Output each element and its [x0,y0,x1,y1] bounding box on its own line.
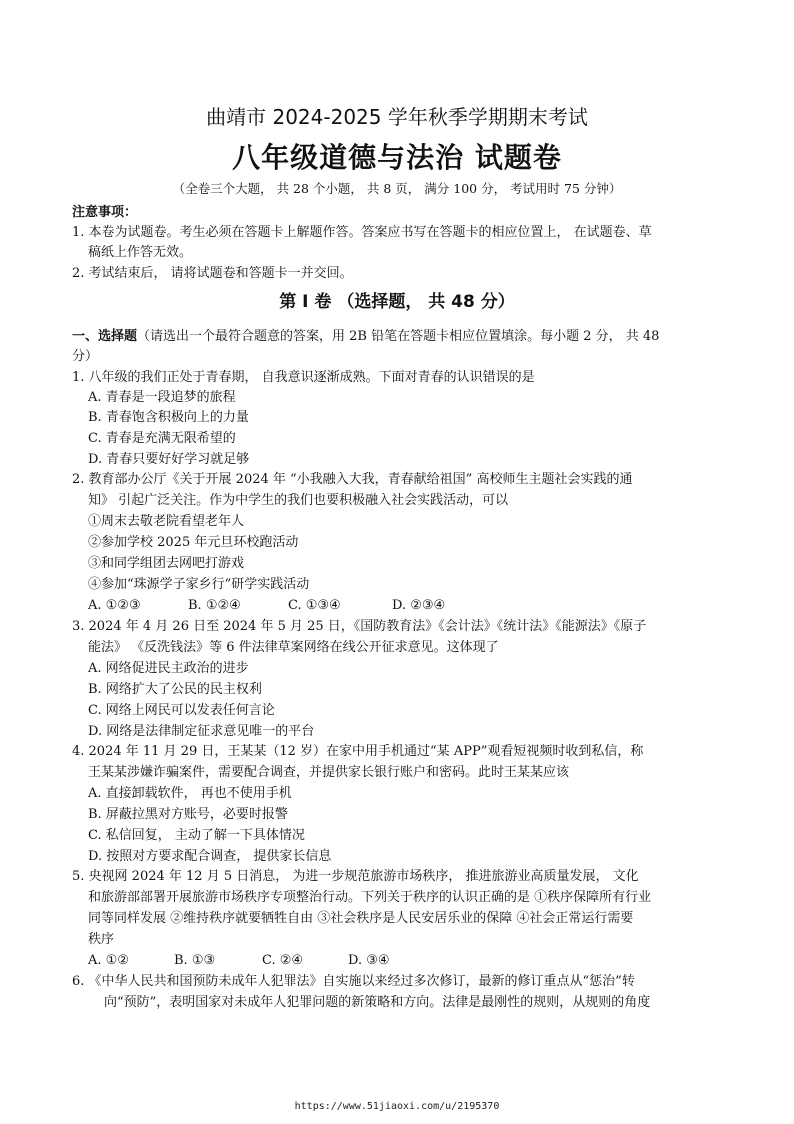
note-item-1-cont: 稿纸上作答无效。 [88,245,193,260]
question-3-option-d: D. 网络是法律制定征求意见唯一的平台 [88,724,315,739]
question-5-stem-cont-2: 同等同样发展 ②维持秩序就要牺牲自由 ③社会秩序是人民安居乐业的保障 ④社会正常运行需要 [88,911,634,926]
question-3-stem: 3. 2024 年 4 月 26 日至 2024 年 5 月 25 日，《国防教育法》《会计法》《统计法》《能源法》《原子 [72,619,647,634]
question-3-option-b: B. 网络扩大了公民的民主权利 [88,682,262,697]
question-5-stem: 5. 央视网 2024 年 12 月 5 日消息， 为进一步规范旅游市场秩序， 推进旅游业高质量发展， 文化 [72,869,639,884]
question-5-option-c: C. ②④ [262,953,304,968]
question-2-option-c: C. ①③④ [288,598,341,613]
question-2-option-d: D. ②③④ [392,598,446,613]
question-3-stem-cont: 能法》 《反洗钱法》等 6 件法律草案网络在线公开征求意见。这体现了 [88,640,499,655]
part-instructions-text: （请选出一个最符合题意的答案，用 2B 铅笔在答题卡相应位置填涂。每小题 2 分， 共 48 [137,329,660,344]
exam-title: 曲靖市 2024-2025 学年秋季学期期末考试 [206,105,588,129]
note-item-2: 2. 考试结束后， 请将试题卷和答题卡一并交回。 [72,266,353,281]
source-url: https://www.51jiaoxi.com/u/2195370 [294,1101,500,1112]
notes-heading: 注意事项： [72,205,138,220]
paper-title: 八年级道德与法治 试题卷 [232,141,562,174]
question-4-option-c: C. 私信回复， 主动了解一下具体情况 [88,828,305,843]
question-5-option-a: A. ①② [88,953,129,968]
exam-info: （全卷三个大题， 共 28 个小题， 共 8 页， 满分 100 分， 考试用时 75 分钟） [172,181,622,196]
section-title: 第 Ⅰ 卷 （选择题， 共 48 分） [279,292,515,312]
question-1-option-c: C. 青春是充满无限希望的 [88,431,236,446]
question-5-option-b: B. ①③ [174,953,216,968]
question-2-stem: 2. 教育部办公厅《关于开展 2024 年 “小我融入大我，青春献给祖国” 高校师生主题社会实践的通 [72,472,633,487]
question-5-stem-cont-3: 秩序 [88,932,115,947]
question-1-option-b: B. 青春饱含积极向上的力量 [88,410,249,425]
question-3-option-c: C. 网络上网民可以发表任何言论 [88,703,275,718]
question-4-option-b: B. 屏蔽拉黑对方账号，必要时报警 [88,807,288,822]
part-label: 一、选择题 [72,329,138,344]
question-1-option-d: D. 青春只要好好学习就足够 [88,452,250,467]
question-5-options [88,951,390,971]
part-instructions [72,327,659,347]
question-2-options [88,596,445,616]
part-instructions-cont: 分） [72,349,99,364]
question-4-option-d: D. 按照对方要求配合调查， 提供家长信息 [88,849,332,864]
question-2-statement-4: ④参加“珠源学子家乡行”研学实践活动 [88,577,310,592]
question-2-statement-3: ③和同学组团去网吧打游戏 [88,556,245,571]
question-4-stem: 4. 2024 年 11 月 29 日，王某某（12 岁）在家中用手机通过“某 APP”观看短视频时收到私信，称 [72,744,644,759]
question-6-stem: 6. 《中华人民共和国预防未成年人犯罪法》自实施以来经过多次修订，最新的修订重点从“惩治”转 [72,974,635,989]
question-2-stem-cont: 知》 引起广泛关注。作为中学生的我们也要积极融入社会实践活动，可以 [88,493,509,508]
note-item-1: 1. 本卷为试题卷。考生必须在答题卡上解题作答。答案应书写在答题卡的相应位置上， 在试题卷、草 [72,225,652,240]
question-2-statement-1: ①周末去敬老院看望老年人 [88,514,245,529]
question-2-statement-2: ②参加学校 2025 年元旦环校跑活动 [88,535,299,550]
question-2-option-a: A. ①②③ [88,598,141,613]
question-1-stem: 1. 八年级的我们正处于青春期， 自我意识逐渐成熟。下面对青春的认识错误的是 [72,370,535,385]
question-6-stem-cont: 向“预防”，表明国家对未成年人犯罪问题的新策略和方向。法律是最刚性的规则，从规则的角度 [104,995,651,1010]
question-4-stem-cont: 王某某涉嫌诈骗案件，需要配合调查，并提供家长银行账户和密码。此时王某某应该 [88,765,570,780]
question-5-stem-cont-1: 和旅游部部署开展旅游市场秩序专项整治行动。下列关于秩序的认识正确的是 ①秩序保障所有行业 [88,890,652,905]
question-4-option-a: A. 直接卸载软件， 再也不使用手机 [88,786,292,801]
question-3-option-a: A. 网络促进民主政治的进步 [88,661,249,676]
question-5-option-d: D. ③④ [348,953,390,968]
question-1-option-a: A. 青春是一段追梦的旅程 [88,390,236,405]
question-2-option-b: B. ①②④ [188,598,241,613]
